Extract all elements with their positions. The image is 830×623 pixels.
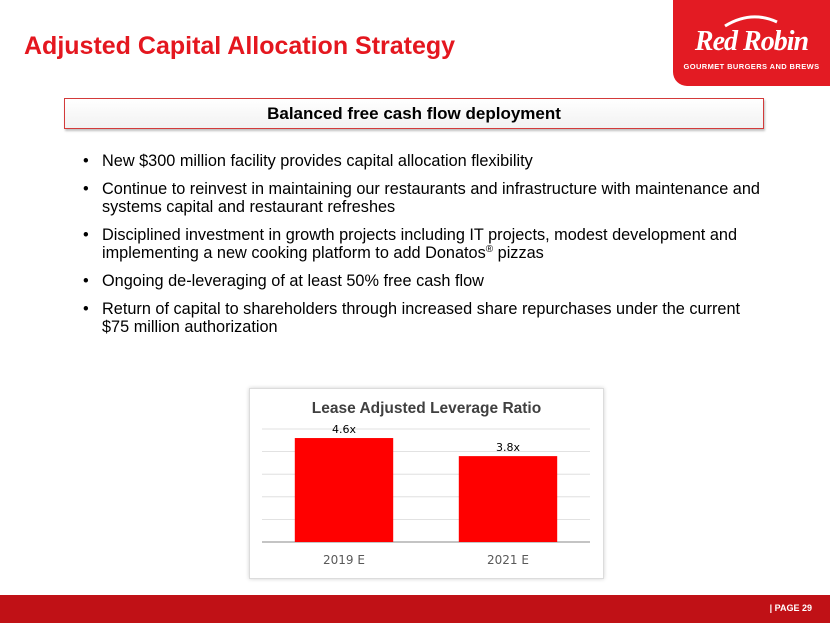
bullet-list xyxy=(80,152,770,346)
section-banner xyxy=(64,98,764,129)
bullet-item xyxy=(80,226,770,262)
bar xyxy=(295,438,393,542)
chart-title: Lease Adjusted Leverage Ratio xyxy=(311,400,542,417)
slide-title: Adjusted Capital Allocation Strategy xyxy=(24,32,456,60)
footer-bar xyxy=(0,595,830,623)
bullet-item: • New $300 million facility provides capital allocation flexibility xyxy=(80,152,770,170)
logo-tagline: GOURMET BURGERS AND BREWS xyxy=(683,62,820,71)
logo-brand-text: Red Robin xyxy=(694,26,809,57)
registered-mark: ® xyxy=(485,244,494,255)
data-label: 4.6x xyxy=(331,423,357,437)
bullet-text: pizzas xyxy=(493,244,544,262)
page-number: | PAGE 29 xyxy=(769,603,812,613)
bar xyxy=(459,456,557,542)
bullet-item: • Continue to reinvest in maintaining our restaurants and infrastructure with maintenance and systems capital and restaurant refreshes xyxy=(80,180,770,216)
x-tick-label: 2021 E xyxy=(487,553,529,567)
banner-text: Balanced free cash flow deployment xyxy=(267,104,561,123)
data-label: 3.8x xyxy=(495,441,521,455)
red-robin-logo xyxy=(673,0,830,86)
bullet-text: Disciplined investment in growth projects including IT projects, modest development and implementing a new cooking platform to add Donatos xyxy=(102,226,737,262)
bullet-item: • Return of capital to shareholders through increased share repurchases under the current $75 million authorization xyxy=(80,300,770,336)
chart-plot xyxy=(250,389,603,578)
bullet-item: • Ongoing de-leveraging of at least 50% free cash flow xyxy=(80,272,770,290)
leverage-chart xyxy=(249,388,604,579)
x-tick-label: 2019 E xyxy=(323,553,365,567)
